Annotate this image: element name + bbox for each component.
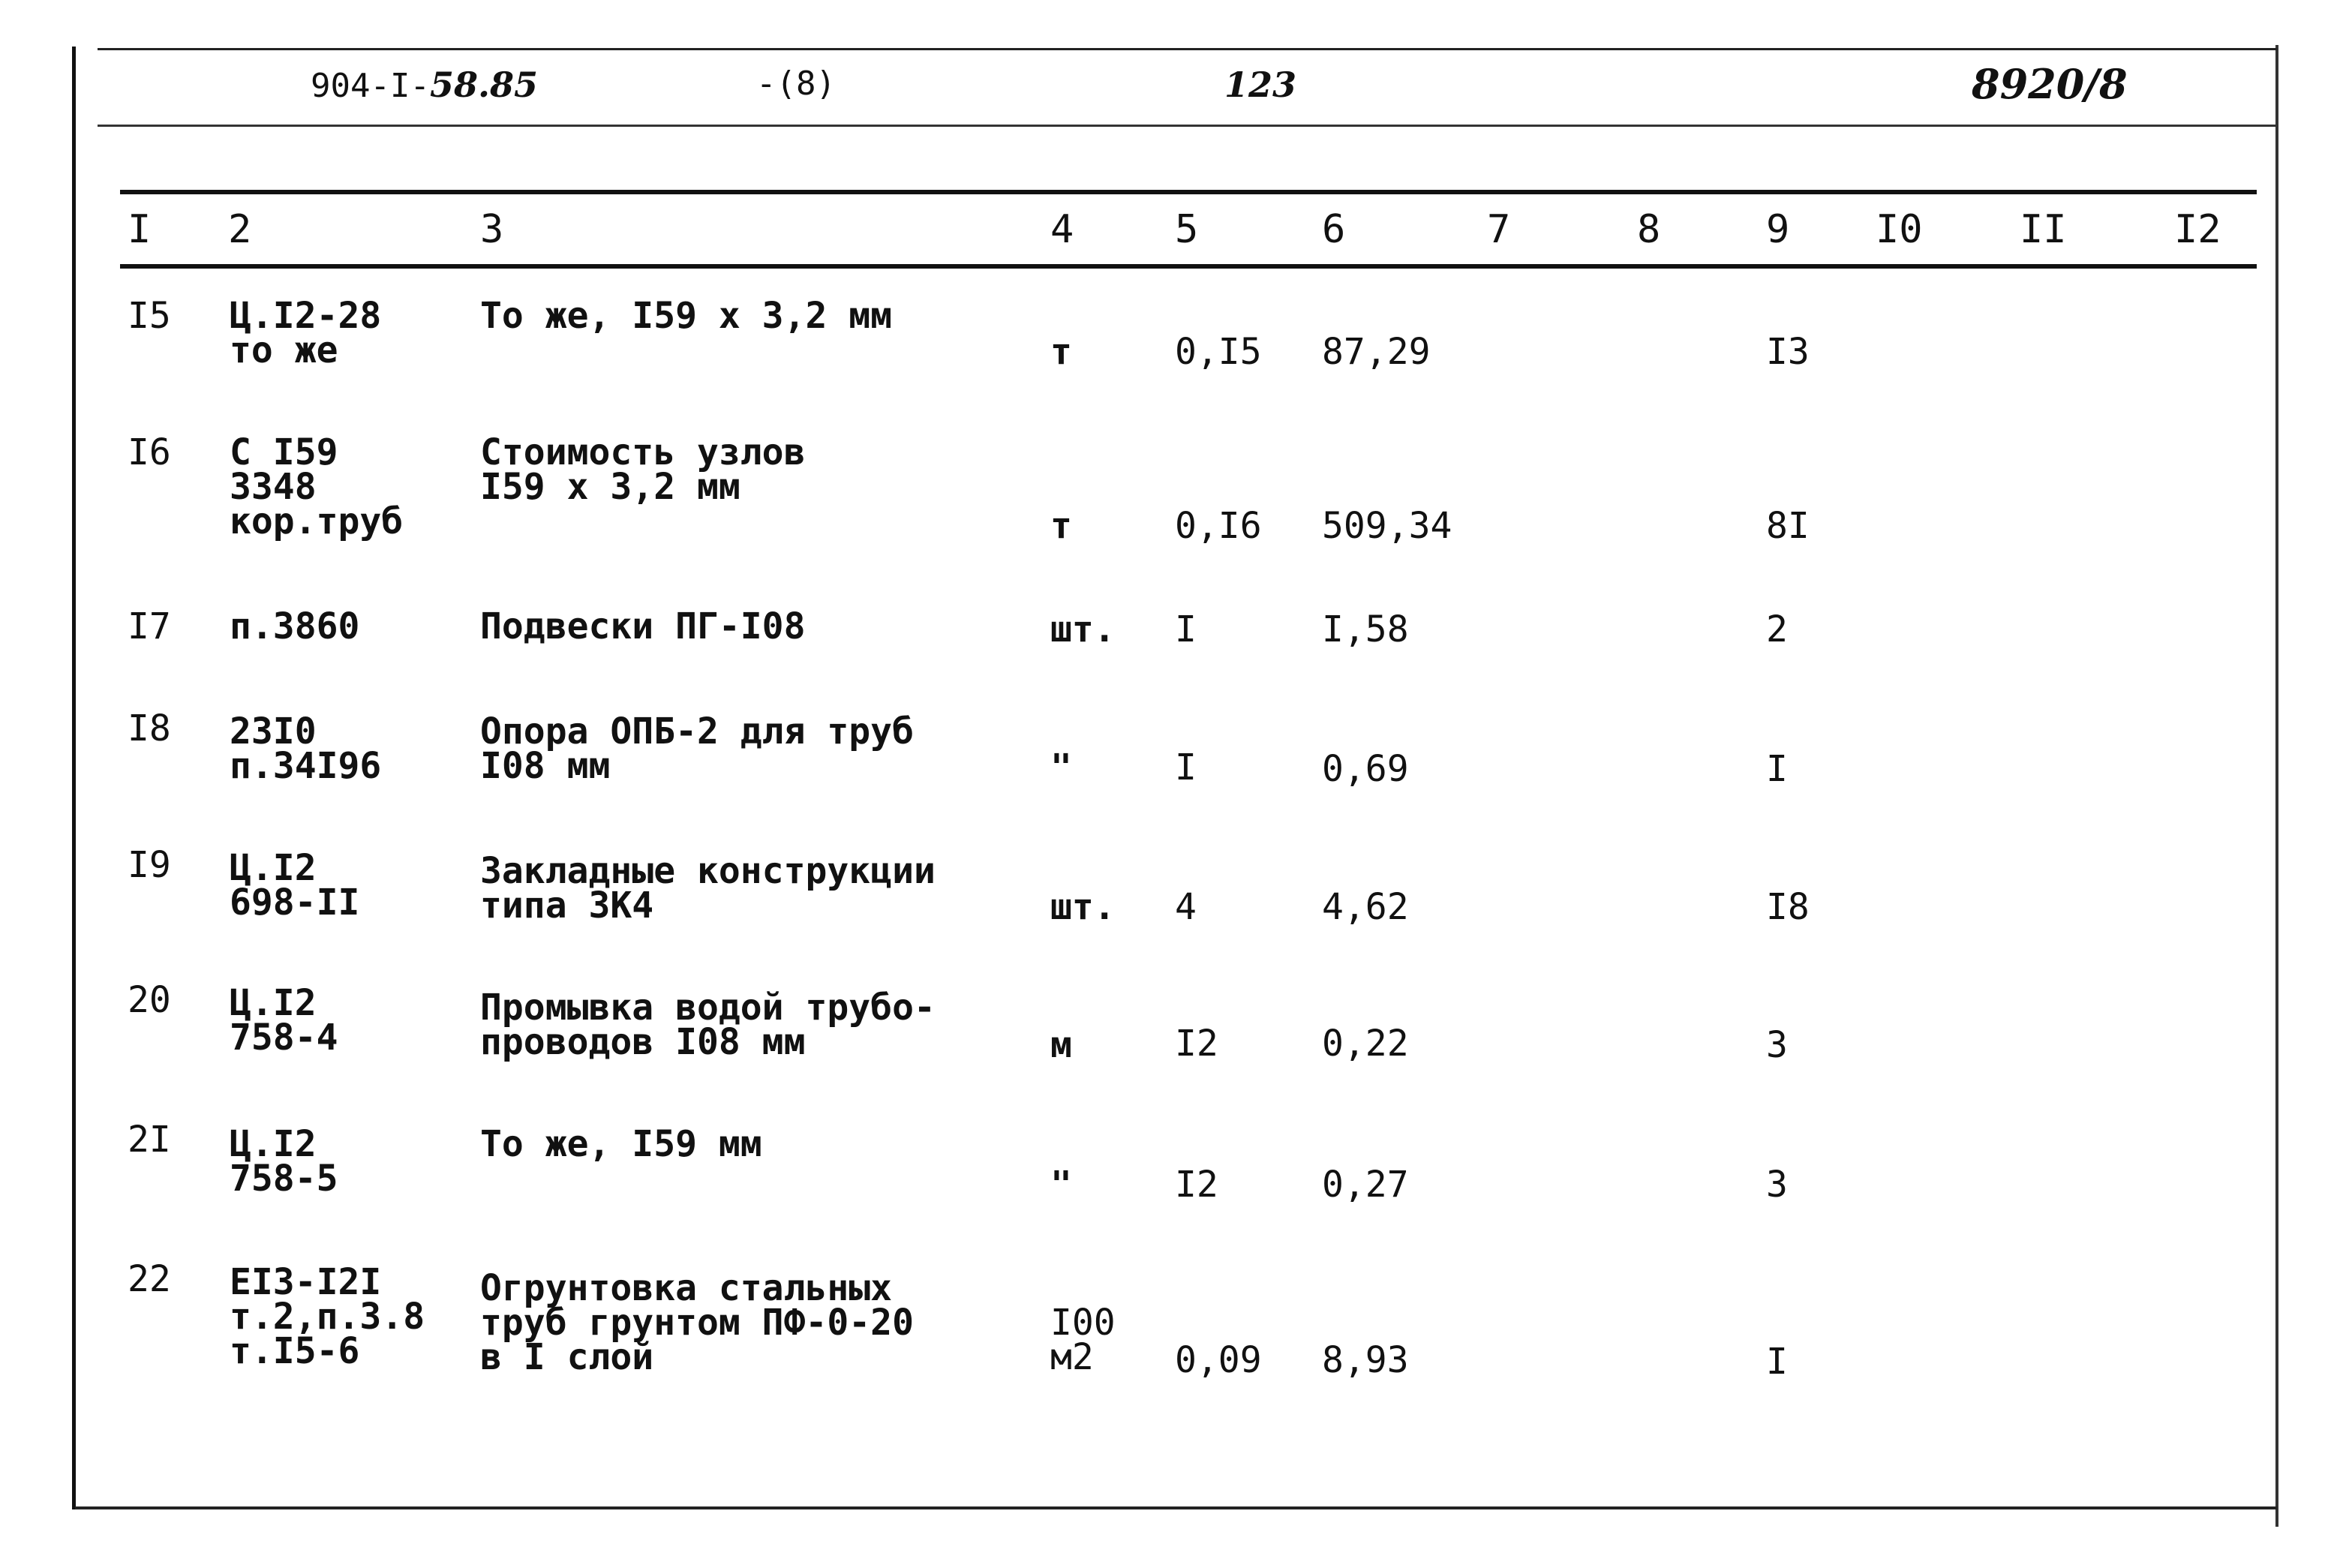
- row-description: То же, I59 мм: [480, 1123, 762, 1165]
- row-total: 3: [1766, 1164, 1788, 1206]
- row-description: Огрунтовка стальных труб грунтом ПФ-0-20 в I слой: [480, 1267, 914, 1378]
- row-description: Опора ОПБ-2 для труб I08 мм: [480, 710, 914, 787]
- column-header-1: I: [128, 207, 152, 252]
- column-header-12: I2: [2174, 207, 2221, 252]
- table-top-rule: [120, 190, 2257, 194]
- frame-left-border: [72, 47, 76, 1509]
- row-quantity: I: [1175, 608, 1197, 650]
- row-description: Подвески ПГ-I08: [480, 605, 806, 647]
- column-header-2: 2: [228, 207, 252, 252]
- row-reference: п.3860: [230, 605, 360, 647]
- frame-right-border: [2275, 45, 2278, 1527]
- row-unit-price: I,58: [1322, 608, 1409, 650]
- document-number-prefix: 904-I-: [311, 67, 430, 105]
- row-quantity: 4: [1175, 886, 1197, 928]
- row-total: 3: [1766, 1024, 1788, 1066]
- page-number: 123: [1224, 65, 1297, 105]
- row-total: I3: [1766, 331, 1810, 373]
- row-total: 2: [1766, 608, 1788, 650]
- row-number: 20: [128, 979, 171, 1021]
- row-quantity: 0,I6: [1175, 505, 1262, 547]
- row-unit: т: [1050, 331, 1072, 373]
- row-total: I: [1766, 1341, 1788, 1383]
- row-number: 22: [128, 1258, 171, 1300]
- row-quantity: I2: [1175, 1164, 1218, 1206]
- column-header-9: 9: [1766, 207, 1790, 252]
- table-header-rule: [120, 264, 2257, 269]
- column-header-3: 3: [480, 207, 504, 252]
- row-unit-price: 8,93: [1322, 1339, 1409, 1381]
- row-unit: I00 м2: [1050, 1302, 1116, 1378]
- row-number: 2I: [128, 1119, 171, 1161]
- row-number: I6: [128, 431, 171, 473]
- row-description: Промывка водой трубо- проводов I08 мм: [480, 987, 936, 1063]
- row-quantity: I2: [1175, 1023, 1218, 1065]
- document-code: 8920/8: [1972, 60, 2128, 108]
- column-header-5: 5: [1175, 207, 1199, 252]
- row-total: I8: [1766, 886, 1810, 928]
- row-description: То же, I59 х 3,2 мм: [480, 295, 893, 337]
- row-unit: м: [1050, 1024, 1072, 1066]
- row-reference: Ц.I2 758-5: [230, 1123, 338, 1200]
- document-number: [311, 65, 538, 105]
- row-quantity: 0,I5: [1175, 331, 1262, 373]
- row-quantity: 0,09: [1175, 1339, 1262, 1381]
- row-unit-price: 0,22: [1322, 1023, 1409, 1065]
- column-header-7: 7: [1487, 207, 1511, 252]
- frame-bottom-border: [75, 1506, 2277, 1509]
- row-reference: С I59 3348 кор.труб: [230, 431, 404, 542]
- row-reference: EI3-I2I т.2,п.3.8 т.I5-6: [230, 1261, 425, 1372]
- row-description: Стоимость узлов I59 х 3,2 мм: [480, 431, 806, 508]
- row-quantity: I: [1175, 746, 1197, 789]
- row-unit: ": [1050, 1164, 1072, 1206]
- column-header-4: 4: [1050, 207, 1074, 252]
- row-unit-price: 0,69: [1322, 748, 1409, 790]
- row-unit-price: 509,34: [1322, 505, 1452, 547]
- row-reference: 23I0 п.34I96: [230, 710, 382, 787]
- frame-top-border: [98, 48, 2277, 50]
- row-number: I7: [128, 605, 171, 647]
- row-total: 8I: [1766, 505, 1810, 547]
- column-header-6: 6: [1322, 207, 1346, 252]
- column-header-8: 8: [1637, 207, 1661, 252]
- column-header-11: II: [2020, 207, 2067, 252]
- row-number: I8: [128, 707, 171, 749]
- row-unit-price: 4,62: [1322, 886, 1409, 928]
- row-total: I: [1766, 748, 1788, 790]
- row-unit: шт.: [1050, 608, 1116, 650]
- column-header-10: I0: [1876, 207, 1923, 252]
- row-description: Закладные конструкции типа ЗК4: [480, 850, 936, 927]
- row-number: I9: [128, 844, 171, 886]
- row-unit: шт.: [1050, 886, 1116, 928]
- row-unit-price: 0,27: [1322, 1164, 1409, 1206]
- row-reference: Ц.I2-28 то же: [230, 295, 382, 371]
- row-unit: ": [1050, 746, 1072, 789]
- row-unit: т: [1050, 505, 1072, 547]
- document-part: -(8): [756, 65, 836, 103]
- header-divider: [98, 125, 2277, 127]
- row-reference: Ц.I2 698-II: [230, 847, 360, 924]
- document-number-handwritten: 58.85: [429, 65, 538, 105]
- row-number: I5: [128, 295, 171, 337]
- row-unit-price: 87,29: [1322, 331, 1431, 373]
- row-reference: Ц.I2 758-4: [230, 982, 338, 1059]
